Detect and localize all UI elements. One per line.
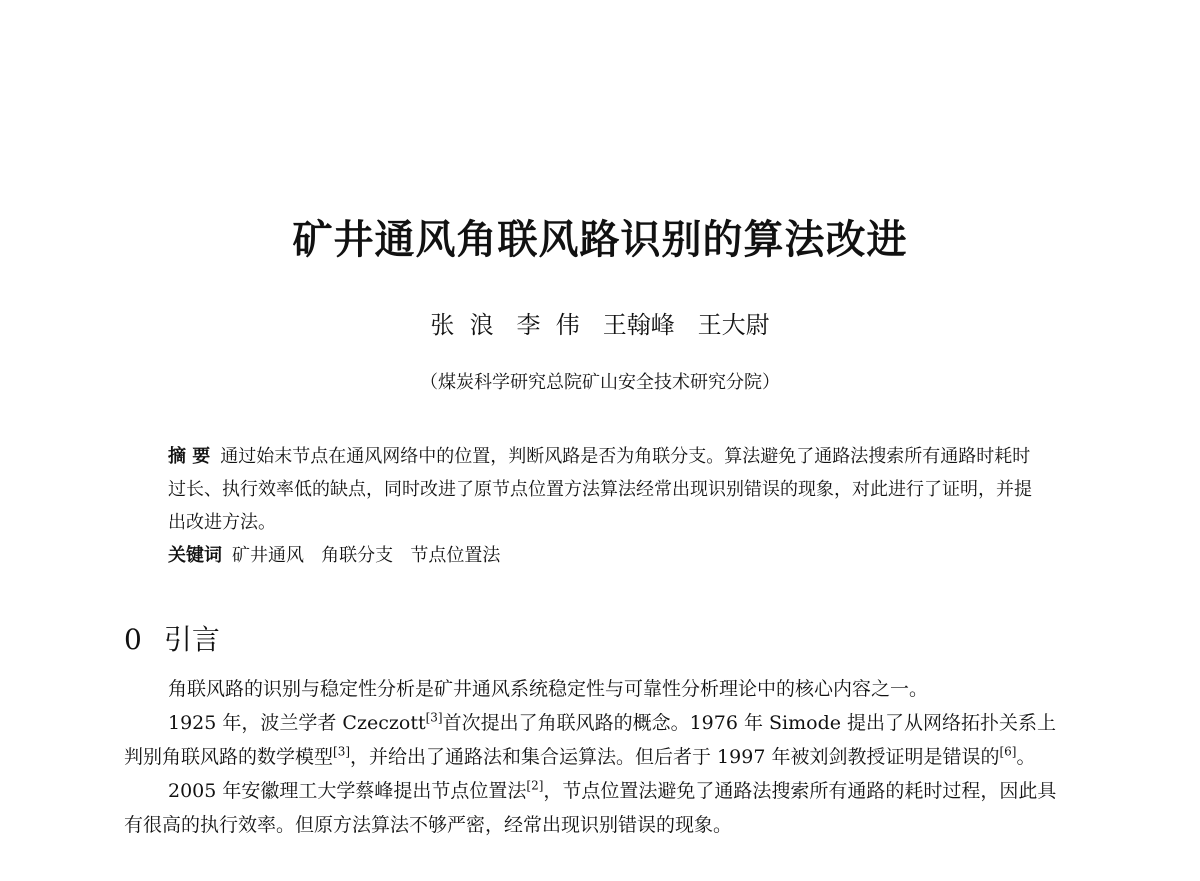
citation-ref: [2] — [526, 778, 544, 793]
section-heading — [124, 618, 220, 658]
abstract-text: 通过始末节点在通风网络中的位置，判断风路是否为角联分支。算法避免了通路法搜索所有通路时耗时过长、执行效率低的缺点，同时改进了原节点位置方法算法经常出现识别错误的现象，对此进行了证明，并提出改进方法。 — [168, 446, 1032, 533]
citation-ref: [6] — [999, 744, 1017, 759]
authors: 张 浪 李 伟 王翰峰 王大尉 — [430, 311, 770, 339]
section-number: 0 — [124, 623, 142, 656]
body-text — [124, 672, 1074, 842]
paragraph-text: 。 — [1016, 746, 1036, 768]
citation-ref: [3] — [425, 710, 443, 725]
paragraph-text: ，节点位置法避免了通路法搜索所有通路的耗时过程，因此具有很高的执行效率。但原方法算法不够严密，经常出现识别错误的现象。 — [124, 780, 1057, 836]
keywords — [168, 539, 500, 572]
keywords-text: 矿井通风 角联分支 节点位置法 — [232, 545, 501, 566]
section-title: 引言 — [163, 623, 220, 656]
paragraph — [124, 706, 1074, 774]
paragraph — [124, 774, 1074, 842]
paragraph-text: 首次提出了角联风路的概念。1976 年 Simode 提出了从网络拓扑关系上判别角联风路的数学模型 — [124, 712, 1057, 768]
keywords-label: 关键词 — [168, 545, 222, 566]
abstract — [168, 440, 1048, 539]
citation-ref: [3] — [333, 744, 351, 759]
paragraph-text: ，并给出了通路法和集合运算法。但后者于 1997 年被刘剑教授证明是错误的 — [350, 746, 1000, 768]
paragraph-text: 角联风路的识别与稳定性分析是矿井通风系统稳定性与可靠性分析理论中的核心内容之一。 — [168, 678, 929, 700]
affiliation: （煤炭科学研究总院矿山安全技术研究分院） — [420, 372, 780, 393]
abstract-label: 摘 要 — [168, 446, 211, 467]
paragraph-text: 2005 年安徽理工大学蔡峰提出节点位置法 — [168, 780, 527, 802]
paragraph-text: 1925 年，波兰学者 Czeczott — [168, 712, 426, 734]
paper-title: 矿井通风角联风路识别的算法改进 — [292, 217, 908, 263]
paragraph — [124, 672, 1074, 706]
